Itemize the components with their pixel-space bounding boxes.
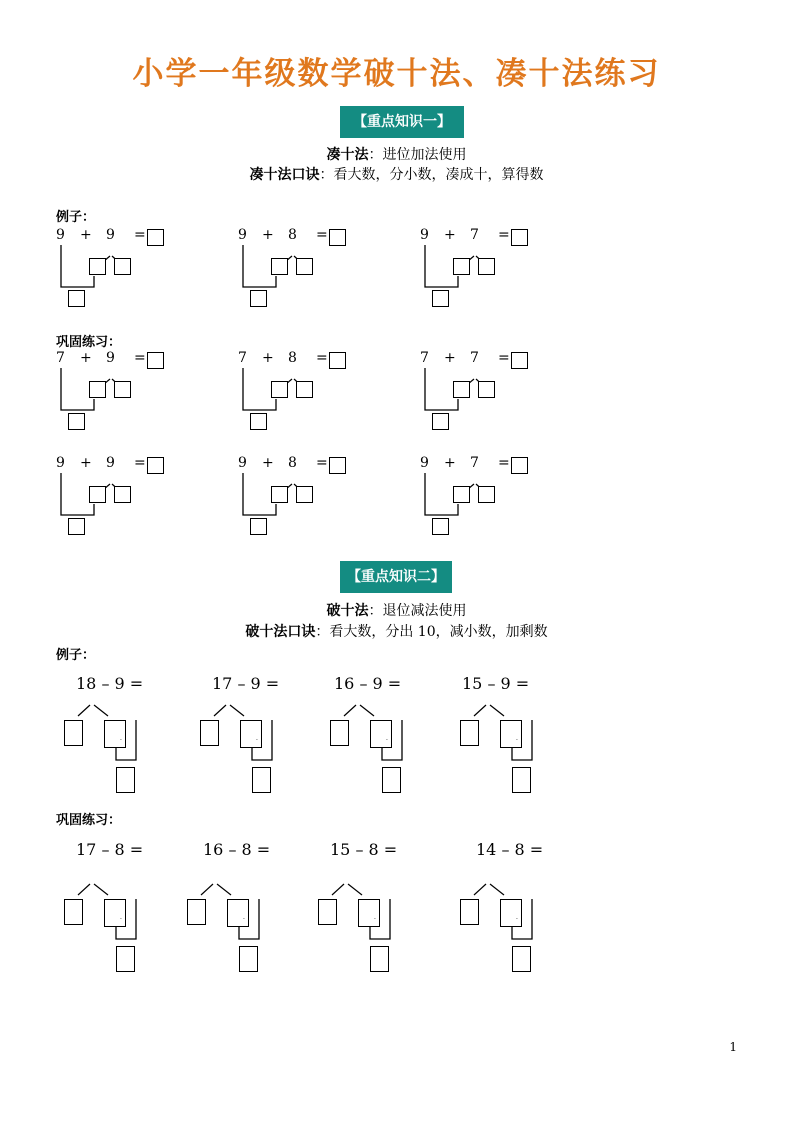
section1-method-desc: ：进位加法使用 — [368, 147, 467, 163]
split-line-right — [490, 705, 504, 716]
addend-b: 7 — [470, 350, 479, 366]
section2-method-desc: ：退位减法使用 — [368, 603, 467, 619]
section1-rhyme-desc: ：看大数，分小数，凑成十，算得数 — [319, 167, 544, 183]
addend-a: 9 — [56, 227, 65, 243]
dot-mark: . — [374, 914, 376, 921]
ones-box — [318, 899, 337, 925]
section2-method-name: 破十法 — [326, 603, 369, 619]
plus-sign: + — [444, 455, 456, 471]
addend-b: 8 — [288, 455, 297, 471]
split-line-right — [230, 705, 244, 716]
ten-box — [104, 720, 126, 748]
ten-box — [240, 720, 262, 748]
ones-box — [200, 720, 219, 746]
result-box — [116, 946, 135, 972]
subtraction-equation: 14 – 8 = — [476, 840, 544, 859]
ones-box — [330, 720, 349, 746]
addend-b: 8 — [288, 227, 297, 243]
dot-mark: . — [386, 735, 388, 742]
plus-sign: + — [444, 350, 456, 366]
addend-b: 7 — [470, 227, 479, 243]
result-box — [512, 946, 531, 972]
ten-box — [500, 899, 522, 927]
subtraction-equation: 18 – 9 = — [76, 674, 144, 693]
section1-example-label: 例子： — [56, 210, 96, 225]
ones-box — [187, 899, 206, 925]
addend-b: 9 — [106, 350, 115, 366]
dot-mark: . — [120, 735, 122, 742]
addend-a: 7 — [56, 350, 65, 366]
split-line-left — [344, 705, 356, 716]
section1-method-name: 凑十法 — [326, 147, 369, 163]
result-box — [382, 767, 401, 793]
subtraction-equation: 17 – 9 = — [212, 674, 280, 693]
section1-practice-label: 巩固练习： — [56, 335, 122, 350]
section2-example-label: 例子： — [56, 648, 96, 663]
result-box — [116, 767, 135, 793]
addend-b: 8 — [288, 350, 297, 366]
dot-mark: . — [516, 914, 518, 921]
plus-sign: + — [262, 227, 274, 243]
split-line-left — [78, 884, 90, 895]
split-line-left — [201, 884, 213, 895]
section1-banner: 【重点知识一】 — [340, 106, 464, 138]
equals-sign: = — [316, 455, 328, 471]
equals-sign: = — [498, 455, 510, 471]
split-line-right — [94, 884, 108, 895]
equals-sign: = — [316, 227, 328, 243]
split-line-left — [474, 705, 486, 716]
section2-practice-label: 巩固练习： — [56, 813, 122, 828]
result-box — [512, 767, 531, 793]
plus-sign: + — [444, 227, 456, 243]
dot-mark: . — [243, 914, 245, 921]
split-line-left — [474, 884, 486, 895]
addend-a: 9 — [420, 455, 429, 471]
subtraction-equation: 17 – 8 = — [76, 840, 144, 859]
ones-box — [460, 899, 479, 925]
ten-box — [358, 899, 380, 927]
page-title: 小学一年级数学破十法、凑十法练习 — [132, 56, 661, 92]
plus-sign: + — [80, 455, 92, 471]
equals-sign: = — [134, 455, 146, 471]
subtraction-equation: 16 – 9 = — [334, 674, 402, 693]
addend-a: 7 — [238, 350, 247, 366]
split-line-right — [217, 884, 231, 895]
addend-a: 9 — [420, 227, 429, 243]
equals-sign: = — [498, 350, 510, 366]
page-number: 1 — [729, 1040, 737, 1054]
split-line-right — [490, 884, 504, 895]
dot-mark: . — [256, 735, 258, 742]
subtraction-equation: 16 – 8 = — [203, 840, 271, 859]
ten-box — [370, 720, 392, 748]
addend-b: 9 — [106, 455, 115, 471]
equals-sign: = — [134, 227, 146, 243]
section2-rhyme-desc: ：看大数，分出 10，减小数，加剩数 — [315, 624, 548, 640]
ones-box — [460, 720, 479, 746]
ten-box — [500, 720, 522, 748]
subtraction-equation: 15 – 8 = — [330, 840, 398, 859]
section1-rhyme-name: 凑十法口诀 — [249, 167, 320, 183]
section2-rhyme-name: 破十法口诀 — [245, 624, 316, 640]
addend-a: 9 — [56, 455, 65, 471]
addend-a: 9 — [238, 455, 247, 471]
dot-mark: . — [120, 914, 122, 921]
plus-sign: + — [262, 350, 274, 366]
addend-a: 7 — [420, 350, 429, 366]
result-box — [239, 946, 258, 972]
ten-box — [104, 899, 126, 927]
result-box — [370, 946, 389, 972]
section2-banner: 【重点知识二】 — [340, 561, 452, 593]
ones-box — [64, 720, 83, 746]
subtraction-equation: 15 – 9 = — [462, 674, 530, 693]
result-box — [252, 767, 271, 793]
addend-b: 7 — [470, 455, 479, 471]
split-line-left — [78, 705, 90, 716]
split-line-right — [94, 705, 108, 716]
addend-b: 9 — [106, 227, 115, 243]
split-line-left — [332, 884, 344, 895]
equals-sign: = — [316, 350, 328, 366]
plus-sign: + — [262, 455, 274, 471]
split-line-right — [348, 884, 362, 895]
plus-sign: + — [80, 227, 92, 243]
addend-a: 9 — [238, 227, 247, 243]
split-line-right — [360, 705, 374, 716]
plus-sign: + — [80, 350, 92, 366]
equals-sign: = — [498, 227, 510, 243]
split-line-left — [214, 705, 226, 716]
ten-box — [227, 899, 249, 927]
equals-sign: = — [134, 350, 146, 366]
dot-mark: . — [516, 735, 518, 742]
ones-box — [64, 899, 83, 925]
